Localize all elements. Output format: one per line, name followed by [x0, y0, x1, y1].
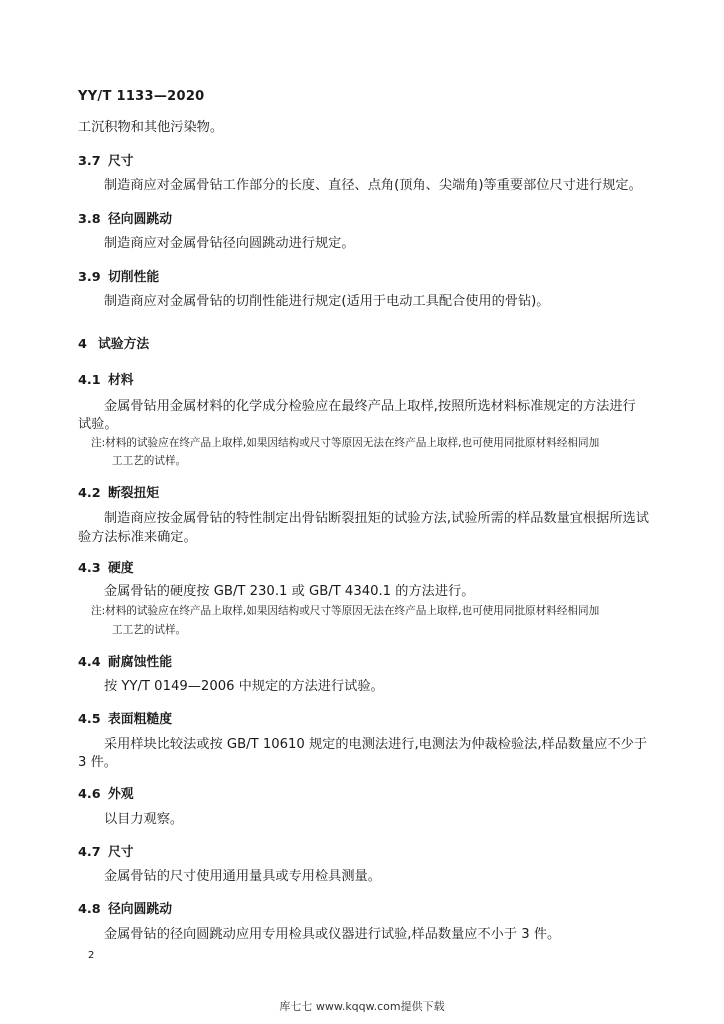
section-4-3-heading: [78, 557, 134, 576]
section-3-8-body: 制造商应对金属骨钻径向圆跳动进行规定。: [104, 236, 355, 251]
section-4-4-body: 按 YY/T 0149—2006 中规定的方法进行试验。: [104, 679, 384, 694]
section-title: 耐腐蚀性能: [108, 655, 172, 670]
section-4-8-body: 金属骨钻的径向圆跳动应用专用检具或仪器进行试验,样品数量应不小于 3 件。: [104, 927, 561, 942]
section-4-3-note-line-2: 工工艺的试样。: [112, 624, 187, 636]
chapter-4-heading: [78, 333, 149, 352]
section-number: 4.3: [78, 561, 101, 576]
section-3-7-body: 制造商应对金属骨钻工作部分的长度、直径、点角(顶角、尖端角)等重要部位尺寸进行规定。: [104, 178, 642, 193]
section-4-5-heading: [78, 708, 172, 727]
chapter-number: 4: [78, 337, 87, 352]
section-4-8-heading: [78, 898, 172, 917]
section-4-5-body-line-1: 采用样块比较法或按 GB/T 10610 规定的电测法进行,电测法为仲裁检验法,样品数量应不少于: [104, 737, 648, 752]
section-number: 4.4: [78, 655, 101, 670]
section-title: 切削性能: [108, 270, 160, 285]
section-title: 材料: [108, 373, 134, 388]
continuation-text: 工沉积物和其他污染物。: [78, 120, 224, 135]
section-3-8-heading: [78, 208, 172, 227]
section-4-6-body: 以目力观察。: [104, 812, 184, 827]
section-number: 3.9: [78, 270, 101, 285]
section-number: 4.5: [78, 712, 101, 727]
section-number: 3.8: [78, 212, 101, 227]
standard-number-header: YY/T 1133—2020: [78, 89, 205, 104]
section-number: 4.7: [78, 845, 101, 860]
section-3-9-heading: [78, 266, 159, 285]
download-footer: 库七七 www.kqqw.com提供下载: [279, 1000, 445, 1013]
section-title: 径向圆跳动: [108, 902, 172, 917]
section-title: 断裂扭矩: [108, 486, 160, 501]
section-number: 3.7: [78, 154, 101, 169]
section-number: 4.6: [78, 787, 101, 802]
section-4-2-heading: [78, 482, 159, 501]
section-4-3-body: 金属骨钻的硬度按 GB/T 230.1 或 GB/T 4340.1 的方法进行。: [104, 584, 475, 599]
section-4-3-note-line-1: 注:材料的试验应在终产品上取样,如果因结构或尺寸等原因无法在终产品上取样,也可使用同批原材料经相同加: [91, 605, 600, 617]
section-number: 4.1: [78, 373, 101, 388]
section-title: 表面粗糙度: [108, 712, 172, 727]
section-4-5-body-line-2: 3 件。: [78, 755, 117, 770]
section-title: 外观: [108, 787, 134, 802]
section-4-1-heading: [78, 369, 134, 388]
section-4-6-heading: [78, 783, 134, 802]
section-number: 4.2: [78, 486, 101, 501]
section-4-1-note-line-2: 工工艺的试样。: [112, 455, 187, 467]
section-4-7-body: 金属骨钻的尺寸使用通用量具或专用检具测量。: [104, 869, 381, 884]
section-4-1-body-line-1: 金属骨钻用金属材料的化学成分检验应在最终产品上取样,按照所选材料标准规定的方法进行: [104, 399, 636, 414]
section-4-4-heading: [78, 651, 172, 670]
section-3-7-heading: [78, 150, 134, 169]
section-4-7-heading: [78, 841, 134, 860]
page-number: 2: [88, 950, 95, 961]
section-title: 硬度: [108, 561, 134, 576]
section-4-2-body-line-2: 验方法标准来确定。: [78, 530, 197, 545]
section-3-9-body: 制造商应对金属骨钻的切削性能进行规定(适用于电动工具配合使用的骨钻)。: [104, 294, 550, 309]
section-4-1-note-line-1: 注:材料的试验应在终产品上取样,如果因结构或尺寸等原因无法在终产品上取样,也可使用同批原材料经相同加: [91, 437, 600, 449]
section-4-2-body-line-1: 制造商应按金属骨钻的特性制定出骨钻断裂扭矩的试验方法,试验所需的样品数量宜根据所选试: [104, 511, 649, 526]
section-title: 径向圆跳动: [108, 212, 172, 227]
section-title: 尺寸: [108, 845, 134, 860]
chapter-title: 试验方法: [98, 337, 150, 352]
section-title: 尺寸: [108, 154, 134, 169]
section-number: 4.8: [78, 902, 101, 917]
section-4-1-body-line-2: 试验。: [78, 417, 118, 432]
